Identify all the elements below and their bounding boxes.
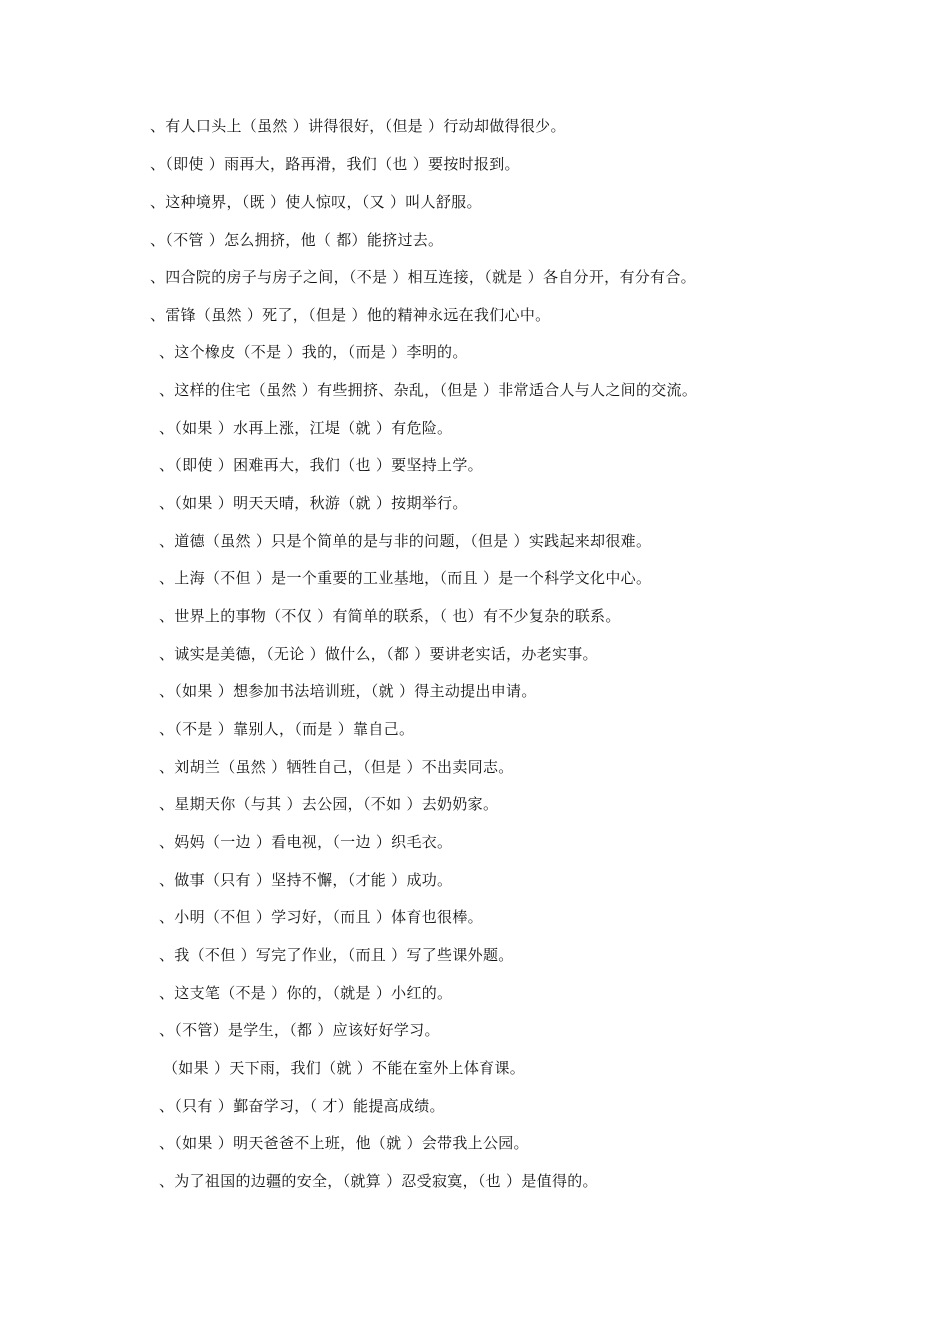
sentence-line-12: 、道德（虽然 ）只是个简单的是与非的问题，（但是 ）实践起来却很难。 bbox=[159, 532, 652, 550]
sentence-line-16: 、（如果 ）想参加书法培训班，（就 ）得主动提出申请。 bbox=[159, 682, 537, 700]
sentence-line-11: 、（如果 ）明天天晴，秋游（就 ）按期举行。 bbox=[159, 494, 468, 512]
sentence-line-21: 、做事（只有 ）坚持不懈，（才能 ）成功。 bbox=[159, 871, 453, 889]
sentence-line-28: 、（如果 ）明天爸爸不上班，他（就 ）会带我上公园。 bbox=[159, 1134, 529, 1152]
sentence-line-17: 、（不是 ）靠别人，（而是 ）靠自己。 bbox=[159, 720, 415, 738]
sentence-line-7: 、这个橡皮（不是 ）我的，（而是 ）李明的。 bbox=[159, 343, 468, 361]
sentence-line-2: 、（即使 ）雨再大，路再滑，我们（也 ）要按时报到。 bbox=[150, 155, 520, 173]
sentence-line-14: 、世界上的事物（不仅 ）有简单的联系，（ 也）有不少复杂的联系。 bbox=[159, 607, 621, 625]
sentence-line-15: 、诚实是美德，（无论 ）做什么，（都 ）要讲老实话，办老实事。 bbox=[159, 645, 598, 663]
sentence-line-13: 、上海（不但 ）是一个重要的工业基地，（而且 ）是一个科学文化中心。 bbox=[159, 569, 652, 587]
sentence-line-1: 、有人口头上（虽然 ）讲得很好，（但是 ）行动却做得很少。 bbox=[150, 117, 566, 135]
sentence-line-23: 、我（不但 ）写完了作业，（而且 ）写了些课外题。 bbox=[159, 946, 514, 964]
sentence-line-20: 、妈妈（一边 ）看电视，（一边 ）织毛衣。 bbox=[159, 833, 453, 851]
sentence-line-29: 、为了祖国的边疆的安全，（就算 ）忍受寂寞，（也 ）是值得的。 bbox=[159, 1172, 598, 1190]
sentence-line-6: 、雷锋（虽然 ）死了，（但是 ）他的精神永远在我们心中。 bbox=[150, 306, 551, 324]
sentence-line-3: 、这种境界，（既 ）使人惊叹，（又 ）叫人舒服。 bbox=[150, 193, 482, 211]
sentence-line-27: 、（只有 ）鄞奋学习，（ 才）能提高成绩。 bbox=[159, 1097, 445, 1115]
sentence-line-9: 、（如果 ）水再上涨，江堤（就 ）有危险。 bbox=[159, 419, 453, 437]
sentence-line-25: 、（不管）是学生，（都 ）应该好好学习。 bbox=[159, 1021, 440, 1039]
sentence-line-5: 、四合院的房子与房子之间，（不是 ）相互连接，（就是 ）各自分开，有分有合。 bbox=[150, 268, 696, 286]
sentence-line-24: 、这支笔（不是 ）你的，（就是 ）小红的。 bbox=[159, 984, 453, 1002]
sentence-line-22: 、小明（不但 ）学习好，（而且 ）体育也很棒。 bbox=[159, 908, 483, 926]
sentence-line-10: 、（即使 ）困难再大，我们（也 ）要坚持上学。 bbox=[159, 456, 483, 474]
sentence-line-26: （如果 ）天下雨，我们（就 ）不能在室外上体育课。 bbox=[163, 1059, 526, 1077]
sentence-line-18: 、刘胡兰（虽然 ）牺牲自己，（但是 ）不出卖同志。 bbox=[159, 758, 514, 776]
sentence-line-8: 、这样的住宅（虽然 ）有些拥挤、杂乱，（但是 ）非常适合人与人之间的交流。 bbox=[159, 381, 698, 399]
sentence-line-19: 、星期天你（与其 ）去公园，（不如 ）去奶奶家。 bbox=[159, 795, 499, 813]
sentence-line-4: 、（不管 ）怎么拥挤，他（ 都）能挤过去。 bbox=[150, 231, 444, 249]
